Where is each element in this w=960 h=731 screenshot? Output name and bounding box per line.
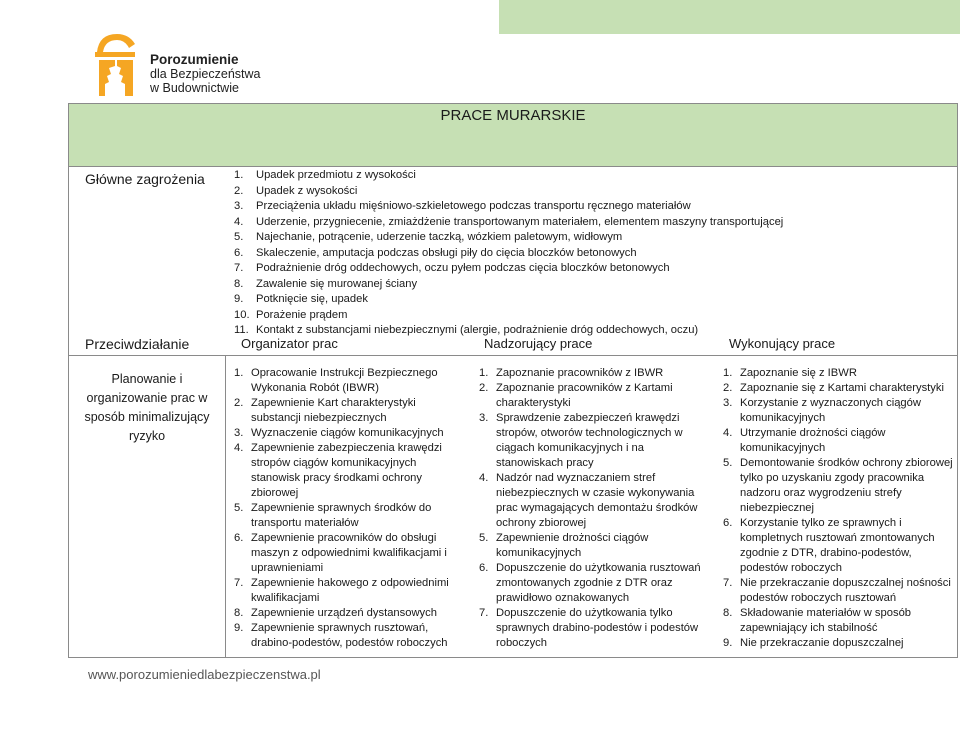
supervisor-text: Zapoznanie pracowników z Kartami charakterystyki xyxy=(496,382,673,409)
organizer-text: Zapewnienie zabezpieczenia krawędzi stropów ciągów komunikacyjnych stanowisk pracy środkami ochrony zbiorowej xyxy=(251,442,442,499)
worker-item xyxy=(723,426,953,456)
worker-text: Nie przekraczanie dopuszczalnej xyxy=(740,637,904,649)
hazard-number: 11. xyxy=(234,324,249,336)
hazard-item xyxy=(234,215,783,231)
hazard-number: 7. xyxy=(234,262,244,274)
worker-text: Składowanie materiałów w sposób zapewniający ich stabilność xyxy=(740,607,912,634)
hazard-text: Uderzenie, przygniecenie, zmiażdżenie transportowanym materiałem, elementem maszyny transportującej xyxy=(256,215,784,228)
logo-icon xyxy=(85,30,145,100)
hazards-label: Główne zagrożenia xyxy=(85,171,205,187)
supervisor-item xyxy=(479,471,709,531)
hazard-text: Najechanie, potrącenie, uderzenie taczką, wózkiem paletowym, widłowym xyxy=(256,231,623,243)
organizer-item xyxy=(234,501,459,531)
worker-item xyxy=(723,606,953,636)
worker-item xyxy=(723,366,953,381)
supervisor-number: 3. xyxy=(479,412,489,424)
supervisor-text: Zapoznanie pracowników z IBWR xyxy=(496,367,664,379)
hazard-item xyxy=(234,277,783,293)
worker-item xyxy=(723,381,953,396)
supervisor-number: 2. xyxy=(479,382,489,394)
hazard-text: Upadek przedmiotu z wysokości xyxy=(256,169,416,181)
worker-number: 5. xyxy=(723,457,733,469)
supervisor-text: Nadzór nad wyznaczaniem stref niebezpiecznych w czasie wykonywania prac wymagających demontażu środków ochrony zbiorowej xyxy=(496,472,698,529)
hazard-number: 3. xyxy=(234,200,244,212)
worker-number: 6. xyxy=(723,517,733,529)
supervisor-number: 6. xyxy=(479,562,489,574)
supervisor-text: Dopuszczenie do użytkowania rusztowań zmontowanych zgodnie z DTR oraz prawidłowo oznakowanych xyxy=(496,562,701,604)
hazard-text: Przeciążenia układu mięśniowo-szkieletowego podczas transportu ręcznego materiałów xyxy=(256,200,691,212)
worker-text: Utrzymanie drożności ciągów komunikacyjnych xyxy=(740,427,886,454)
supervisor-text: Dopuszczenie do użytkowania tylko sprawnych drabino-podestów i podestów roboczych xyxy=(496,607,699,649)
organizer-text: Opracowanie Instrukcji Bezpiecznego Wykonania Robót (IBWR) xyxy=(251,367,438,394)
hazard-number: 10. xyxy=(234,308,250,321)
worker-text: Zapoznanie się z Kartami charakterystyki xyxy=(740,382,944,394)
organizer-text: Zapewnienie sprawnych rusztowań, drabino-podestów, podestów roboczych xyxy=(251,622,448,649)
header-accent-bar xyxy=(499,0,960,34)
planning-cell xyxy=(69,356,226,657)
hazard-item xyxy=(234,168,783,184)
hazard-text: Potknięcie się, upadek xyxy=(256,293,368,305)
supervisor-number: 1. xyxy=(479,367,489,379)
worker-number: 2. xyxy=(723,382,733,394)
supervisor-number: 5. xyxy=(479,532,489,544)
hazard-item xyxy=(234,246,783,262)
footer-url: www.porozumieniedlabezpieczenstwa.pl xyxy=(88,667,321,682)
organizer-item xyxy=(234,576,459,606)
hazard-text: Zawalenie się murowanej ściany xyxy=(256,277,418,290)
title-band xyxy=(69,104,957,167)
organizer-text: Zapewnienie urządzeń dystansowych xyxy=(251,607,437,619)
hazard-number: 5. xyxy=(234,231,244,243)
hazard-item xyxy=(234,292,783,308)
worker-number: 9. xyxy=(723,637,733,649)
supervisor-number: 7. xyxy=(479,607,489,619)
organizer-item xyxy=(234,606,459,621)
organizer-number: 6. xyxy=(234,532,244,544)
organizer-number: 5. xyxy=(234,502,244,514)
organization-name xyxy=(150,53,260,95)
worker-text: Nie przekraczanie dopuszczalnej nośności podestów roboczych rusztowań xyxy=(740,577,951,604)
column-header-organizer: Organizator prac xyxy=(241,336,338,351)
supervisor-item xyxy=(479,411,709,471)
organizer-item xyxy=(234,621,459,651)
worker-number: 3. xyxy=(723,397,733,409)
page-title: PRACE MURARSKIE xyxy=(440,107,586,124)
hazard-number: 4. xyxy=(234,215,244,228)
worker-item xyxy=(723,396,953,426)
hazard-number: 2. xyxy=(234,184,244,197)
supervisor-number: 4. xyxy=(479,472,489,484)
hazard-text: Upadek z wysokości xyxy=(256,184,358,197)
organizer-number: 1. xyxy=(234,367,244,379)
worker-text: Zapoznanie się z IBWR xyxy=(740,367,857,379)
hazard-number: 9. xyxy=(234,293,244,305)
worker-list xyxy=(723,366,953,651)
organizer-number: 2. xyxy=(234,397,244,409)
hazard-text: Skaleczenie, amputacja podczas obsługi piły do cięcia bloczków betonowych xyxy=(256,246,637,259)
organizer-text: Zapewnienie Kart charakterystyki substancji niebezpiecznych xyxy=(251,397,416,424)
organizer-text: Zapewnienie pracowników do obsługi maszyn z odpowiednimi kwalifikacjami i uprawnieniami xyxy=(251,532,447,574)
worker-item xyxy=(723,516,953,576)
hazard-number: 6. xyxy=(234,246,244,259)
supervisor-text: Sprawdzenie zabezpieczeń krawędzi stropów, otworów technologicznych w ciągach komunikacyjnych i na stanowiskach pracy xyxy=(496,412,683,469)
supervisor-item xyxy=(479,366,709,381)
org-line-3: w Budownictwie xyxy=(150,81,239,95)
prevention-label: Przeciwdziałanie xyxy=(85,336,190,352)
hazard-text: Podrażnienie dróg oddechowych, oczu pyłem podczas cięcia bloczków betonowych xyxy=(256,262,670,274)
worker-number: 4. xyxy=(723,427,733,439)
organizer-text: Zapewnienie hakowego z odpowiednimi kwalifikacjami xyxy=(251,577,449,604)
organizer-item xyxy=(234,366,459,396)
hazard-item xyxy=(234,184,783,200)
hazard-text: Porażenie prądem xyxy=(256,308,348,321)
hazard-text: Kontakt z substancjami niebezpiecznymi (alergie, podrażnienie dróg oddechowych, oczu) xyxy=(256,324,699,336)
organizer-item xyxy=(234,396,459,426)
hazard-item xyxy=(234,230,783,246)
supervisor-item xyxy=(479,381,709,411)
organizer-list xyxy=(234,366,459,651)
organizer-item xyxy=(234,426,459,441)
worker-text: Demontowanie środków ochrony zbiorowej tylko po uzyskaniu zgody pracownika nadzoru oraz wygrodzeniu strefy niebezpiecznej xyxy=(740,457,953,514)
worker-item xyxy=(723,576,953,606)
organizer-number: 4. xyxy=(234,442,244,454)
hazard-item xyxy=(234,199,783,215)
column-header-worker: Wykonujący prace xyxy=(729,336,836,351)
column-header-supervisor: Nadzorujący prace xyxy=(484,336,593,351)
hazard-item xyxy=(234,308,783,324)
organizer-item xyxy=(234,531,459,576)
safety-table xyxy=(68,103,958,658)
planning-label: Planowanie i organizowanie prac w sposób minimalizujący ryzyko xyxy=(84,372,210,443)
supervisor-list xyxy=(479,366,709,651)
organizer-text: Wyznaczenie ciągów komunikacyjnych xyxy=(251,427,444,439)
hazard-number: 1. xyxy=(234,169,244,181)
org-line-1: Porozumienie xyxy=(150,52,239,67)
organizer-number: 7. xyxy=(234,577,244,589)
organizer-text: Zapewnienie sprawnych środków do transportu materiałów xyxy=(251,502,432,529)
supervisor-item xyxy=(479,531,709,561)
organizer-number: 8. xyxy=(234,607,244,619)
worker-text: Korzystanie z wyznaczonych ciągów komunikacyjnych xyxy=(740,397,921,424)
worker-number: 8. xyxy=(723,607,733,619)
hazards-list xyxy=(234,168,783,339)
hazard-number: 8. xyxy=(234,277,244,290)
worker-number: 1. xyxy=(723,367,733,379)
organizer-item xyxy=(234,441,459,501)
worker-text: Korzystanie tylko ze sprawnych i kompletnych rusztowań zmontowanych zgodnie z DTR, drabino-podestów, podestów roboczych xyxy=(740,517,935,574)
supervisor-item xyxy=(479,606,709,651)
supervisor-item xyxy=(479,561,709,606)
supervisor-text: Zapewnienie drożności ciągów komunikacyjnych xyxy=(496,532,649,559)
worker-number: 7. xyxy=(723,577,733,589)
worker-item xyxy=(723,456,953,516)
organizer-number: 9. xyxy=(234,622,244,634)
worker-item xyxy=(723,636,953,651)
org-line-2: dla Bezpieczeństwa xyxy=(150,67,261,81)
organizer-number: 3. xyxy=(234,427,244,439)
hazard-item xyxy=(234,261,783,277)
